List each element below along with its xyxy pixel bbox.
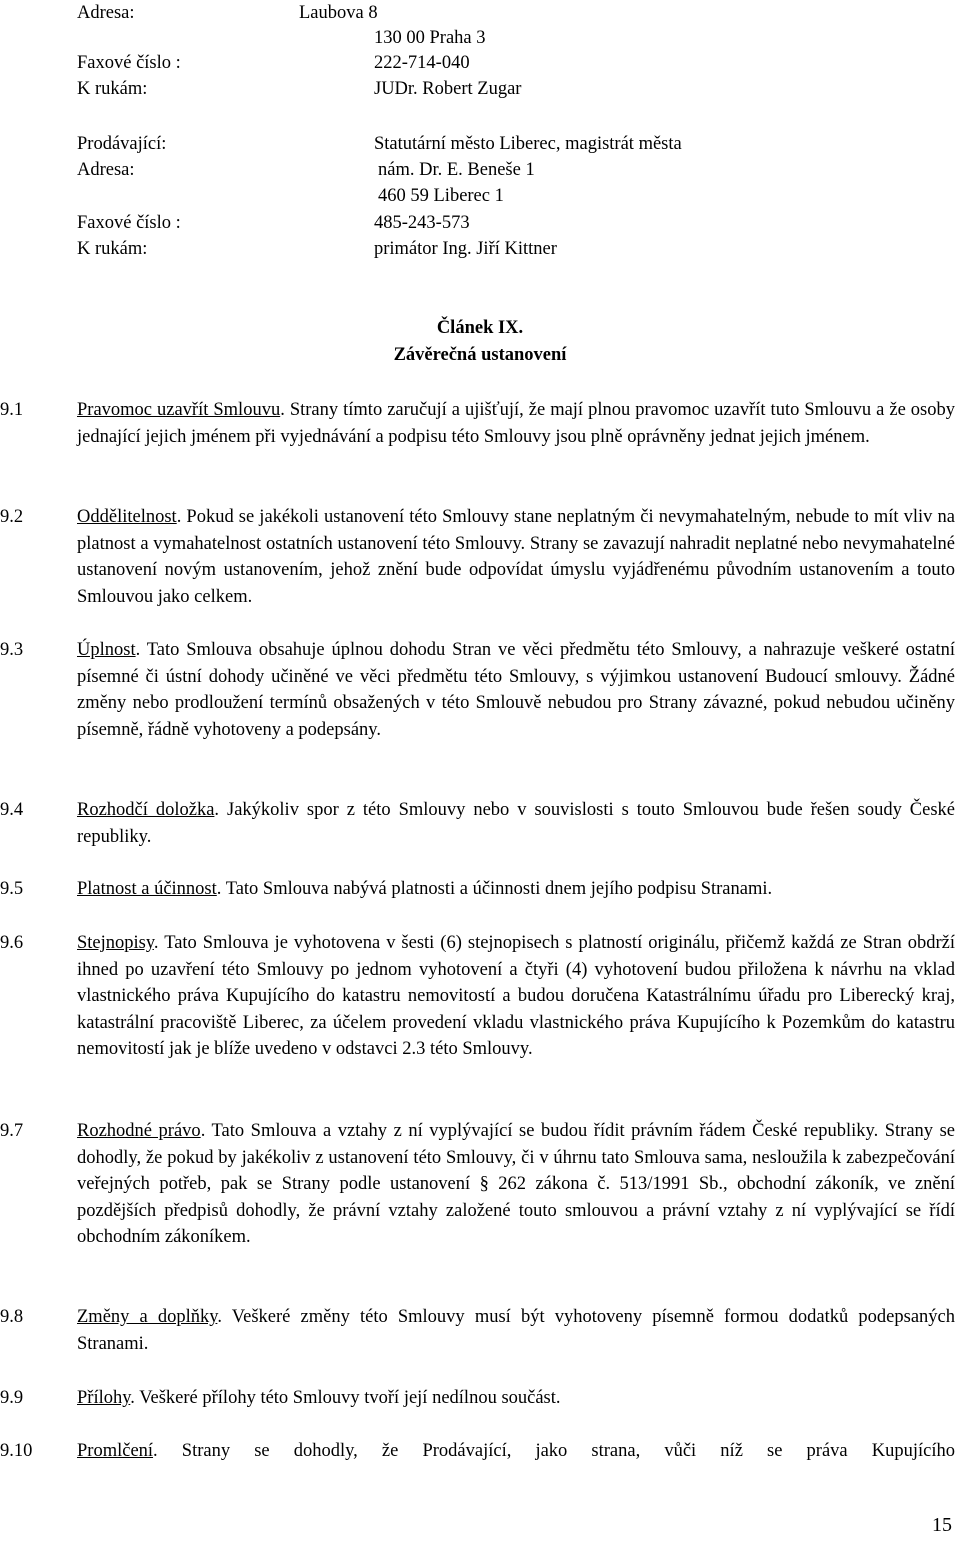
section-number: 9.3 [0, 640, 24, 660]
section-number: 9.5 [0, 879, 24, 899]
section-title: Úplnost [77, 640, 136, 660]
section-9-8 [77, 1304, 955, 1357]
section-title: Rozhodné právo [77, 1121, 201, 1141]
section-text: . Strany se dohodly, že Prodávající, jako strana, vůči níž se práva Kupujícího [153, 1441, 955, 1461]
article-heading: Článek IX. [436, 318, 524, 338]
section-text: . Tato Smlouva a vztahy z ní vyplývající se budou řídit právním řádem České republiky. Strany se dohodly, že pokud by jakékoliv z ustanovení této Smlouvy, či v úhrnu tato Smlouva sama, nesloužila k zabezpečování veřejných potřeb, pak se Strany podle ustanovení § 262 zákona č. 513/1991 Sb., obchodní zákoník, ve znění pozdějších předpisů dohodly, že právní vztahy založené touto smlouvou a právní vztahy z ní vyplývající se řídí obchodním zákoníkem. [77, 1121, 955, 1247]
section-9-10 [77, 1438, 955, 1465]
section-title: Pravomoc uzavřít Smlouvu [77, 400, 281, 420]
section-number: 9.8 [0, 1307, 24, 1327]
buyer-attention: JUDr. Robert Zugar [374, 79, 522, 99]
section-text: . Jakýkoliv spor z této Smlouvy nebo v souvislosti s touto Smlouvou bude řešen soudy České republiky. [77, 800, 955, 847]
section-text: . Pokud se jakékoli ustanovení této Smlouvy stane neplatným či nevymahatelným, nebude to mít vliv na platnost a vymahatelnost ostatních ustanovení této Smlouvy. Strany se zavazují nahradit neplatné nebo nevymahatelné ustanovení novým ustanovením, jehož znění bude odpovídat úmyslu vyjádřenému původním ustanovením a touto Smlouvou jako celkem. [77, 507, 955, 607]
section-title: Promlčení [77, 1441, 154, 1461]
seller-address-line1: nám. Dr. E. Beneše 1 [378, 160, 535, 180]
section-number: 9.1 [0, 400, 24, 420]
seller-address-line2: 460 59 Liberec 1 [378, 186, 504, 206]
seller-fax: 485-243-573 [374, 213, 470, 233]
section-title: Přílohy [77, 1388, 131, 1408]
section-title: Stejnopisy [77, 933, 154, 953]
section-9-7 [77, 1118, 955, 1251]
section-number: 9.4 [0, 800, 24, 820]
section-9-6 [77, 930, 955, 1063]
seller-fax-label: Faxové číslo : [77, 213, 181, 233]
section-number: 9.6 [0, 933, 24, 953]
buyer-fax: 222-714-040 [374, 53, 470, 73]
section-title: Změny a doplňky [77, 1307, 218, 1327]
section-number: 9.10 [0, 1441, 33, 1461]
buyer-fax-label: Faxové číslo : [77, 53, 181, 73]
section-9-9 [77, 1385, 955, 1412]
page-number: 15 [932, 1514, 952, 1536]
section-title: Platnost a účinnost [77, 879, 217, 899]
seller-name: Statutární město Liberec, magistrát města [374, 134, 682, 154]
section-text: . Tato Smlouva obsahuje úplnou dohodu Stran ve věci předmětu této Smlouvy, a nahrazuje veškeré ostatní písemné či ústní dohody učiněné ve věci předmětu této Smlouvy, s výjimkou ustanovení Budoucí smlouvy. Žádné změny nebo prodloužení termínů obsažených v této Smlouvě nebudou pro Strany závazné, pokud nebudou učiněny písemně, řádně vyhotoveny a podepsány. [77, 640, 955, 740]
section-9-3 [77, 637, 955, 743]
section-9-5 [77, 876, 955, 903]
section-number: 9.9 [0, 1388, 24, 1408]
section-title: Oddělitelnost [77, 507, 177, 527]
seller-attention: primátor Ing. Jiří Kittner [374, 239, 557, 259]
section-text: . Strany tímto zaručují a ujišťují, že mají plnou pravomoc uzavřít tuto Smlouvu a že osoby jednající jejich jménem při vyjednávání a podpisu této Smlouvy jsou plně oprávněny jednat jejich jménem. [77, 400, 955, 447]
article-subheading: Závěrečná ustanovení [393, 345, 567, 365]
section-text: . Tato Smlouva je vyhotovena v šesti (6) stejnopisech s platností originálu, přičemž každá ze Stran obdrží ihned po uzavření této Smlouvy po jednom vyhotovení a čtyři (4) vyhotovení budou přiložena k návrhu na vklad vlastnického práva Kupujícího do katastru nemovitostí a budou doručena Katastrálnímu úřadu pro Liberecký kraj, katastrální pracoviště Liberec, za účelem provedení vkladu vlastnického práva Kupujícího k Pozemkům do katastru nemovitostí jak je blíže uvedeno v odstavci 2.3 této Smlouvy. [77, 933, 955, 1059]
buyer-address-line1: Laubova 8 [299, 3, 378, 23]
buyer-address-label: Adresa: [77, 3, 135, 23]
seller-label: Prodávající: [77, 134, 167, 154]
section-number: 9.7 [0, 1121, 24, 1141]
buyer-address-line2: 130 00 Praha 3 [374, 28, 486, 48]
section-number: 9.2 [0, 507, 24, 527]
section-title: Rozhodčí doložka [77, 800, 215, 820]
seller-address-label: Adresa: [77, 160, 135, 180]
section-9-4 [77, 797, 955, 850]
buyer-attention-label: K rukám: [77, 79, 148, 99]
section-text: . Veškeré přílohy této Smlouvy tvoří její nedílnou součást. [130, 1388, 561, 1408]
section-text: . Tato Smlouva nabývá platnosti a účinnosti dnem jejího podpisu Stranami. [216, 879, 773, 899]
section-9-2 [77, 504, 955, 610]
section-9-1 [77, 397, 955, 450]
seller-attention-label: K rukám: [77, 239, 148, 259]
section-text: . Veškeré změny této Smlouvy musí být vyhotoveny písemně formou dodatků podepsaných Stranami. [77, 1307, 955, 1354]
